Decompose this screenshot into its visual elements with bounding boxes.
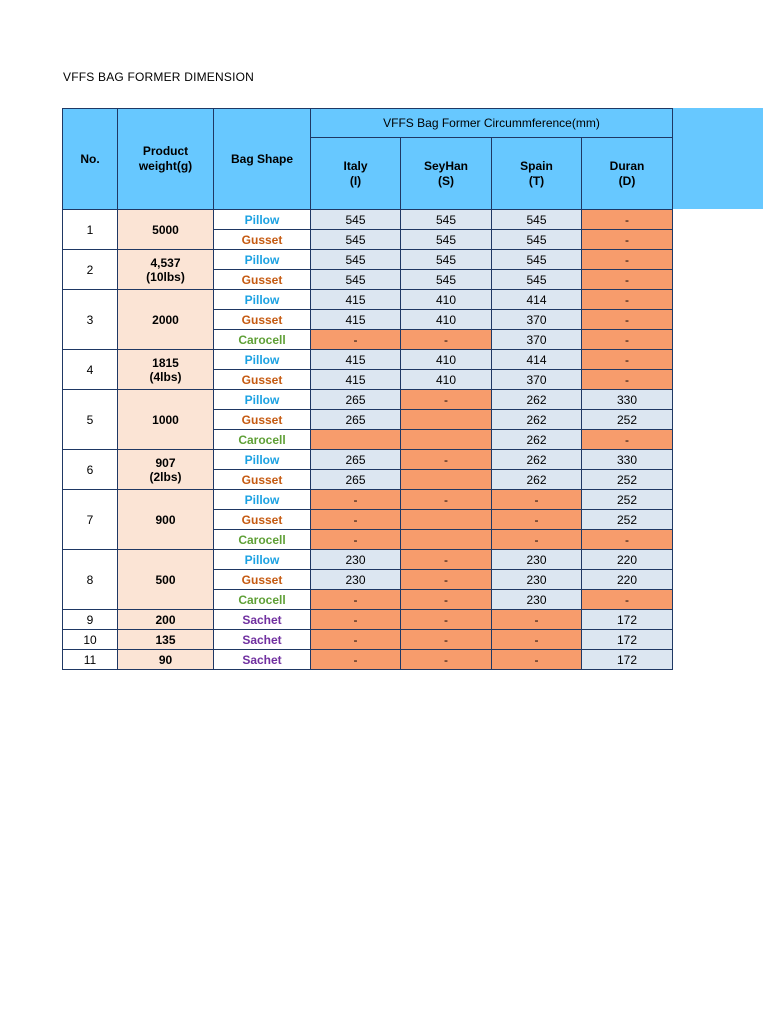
product-weight: 90 [118,650,214,670]
circumference-value: - [401,650,492,670]
table-header [63,109,673,210]
circumference-value: 415 [311,370,401,390]
circumference-value: 545 [492,270,582,290]
circumference-value: 252 [582,410,673,430]
circumference-value [401,470,492,490]
table-row [63,550,673,570]
table-body [63,210,673,670]
header-bag-shape: Bag Shape [214,109,311,210]
circumference-value: 415 [311,350,401,370]
bag-shape: Gusset [214,510,311,530]
header-circumference-group: VFFS Bag Former Circummference(mm) [311,109,673,138]
circumference-value: 330 [582,450,673,470]
table-row [63,650,673,670]
circumference-value: - [582,530,673,550]
circumference-value: 545 [311,250,401,270]
header-italy-code: (I) [349,173,362,188]
product-weight: 900 [118,490,214,550]
bag-shape: Pillow [214,350,311,370]
header-italy [311,138,401,210]
circumference-value: 410 [401,290,492,310]
bag-shape: Sachet [214,630,311,650]
circumference-value [401,430,492,450]
product-weight: 5000 [118,210,214,250]
row-number: 4 [63,350,118,390]
bag-shape: Pillow [214,250,311,270]
circumference-value: - [582,290,673,310]
circumference-value: - [492,610,582,630]
header-duran [582,138,673,210]
circumference-value: - [401,630,492,650]
circumference-value [401,510,492,530]
header-spain [492,138,582,210]
circumference-value: 370 [492,370,582,390]
row-number: 5 [63,390,118,450]
bag-shape: Sachet [214,650,311,670]
circumference-value [401,410,492,430]
bag-shape: Carocell [214,430,311,450]
circumference-value: 410 [401,370,492,390]
circumference-value: 265 [311,410,401,430]
circumference-value: 545 [492,210,582,230]
circumference-value: 230 [492,550,582,570]
circumference-value: 252 [582,490,673,510]
product-weight: 1000 [118,390,214,450]
circumference-value: 172 [582,630,673,650]
header-seyhan-code: (S) [438,173,454,188]
circumference-value: - [401,550,492,570]
bag-shape: Sachet [214,610,311,630]
circumference-value [401,530,492,550]
header-spain-name: Spain [520,158,553,173]
circumference-value: 230 [492,590,582,610]
row-number: 6 [63,450,118,490]
product-weight: 135 [118,630,214,650]
circumference-value: 415 [311,290,401,310]
circumference-value: - [582,590,673,610]
circumference-value: 265 [311,390,401,410]
table-row [63,210,673,230]
circumference-value: - [582,270,673,290]
circumference-value: - [401,570,492,590]
circumference-value: 172 [582,610,673,630]
product-weight: 500 [118,550,214,610]
circumference-value: 265 [311,450,401,470]
circumference-value: 262 [492,390,582,410]
header-duran-name: Duran [609,158,645,173]
circumference-value: 265 [311,470,401,490]
bag-shape: Carocell [214,530,311,550]
circumference-value: - [582,210,673,230]
circumference-value: - [582,330,673,350]
bag-former-table [62,108,673,670]
bag-shape: Gusset [214,410,311,430]
header-product-weight-label: Product weight(g) [138,144,193,173]
circumference-value: 220 [582,570,673,590]
row-number: 7 [63,490,118,550]
circumference-value: 230 [311,570,401,590]
header-seyhan-name: SeyHan [423,158,469,173]
product-weight: 907 (2lbs) [118,450,214,490]
bag-shape: Carocell [214,330,311,350]
header-duran-code: (D) [618,173,636,188]
row-number: 10 [63,630,118,650]
table-row [63,290,673,310]
bag-shape: Gusset [214,230,311,250]
circumference-value: - [311,650,401,670]
row-number: 11 [63,650,118,670]
circumference-value: 415 [311,310,401,330]
circumference-value: 545 [401,230,492,250]
product-weight: 200 [118,610,214,630]
circumference-value: - [311,610,401,630]
circumference-value: 262 [492,430,582,450]
circumference-value: - [492,650,582,670]
circumference-value: 410 [401,310,492,330]
circumference-value: - [311,490,401,510]
circumference-value: - [311,510,401,530]
header-seyhan [401,138,492,210]
product-weight: 1815 (4lbs) [118,350,214,390]
circumference-value: - [582,430,673,450]
circumference-value: 220 [582,550,673,570]
header-no: No. [63,109,118,210]
circumference-value: - [582,350,673,370]
circumference-value: - [311,330,401,350]
circumference-value: 545 [492,230,582,250]
circumference-value: - [582,250,673,270]
circumference-value: 545 [401,270,492,290]
product-weight: 2000 [118,290,214,350]
circumference-value: 414 [492,290,582,310]
circumference-value: - [401,610,492,630]
circumference-value: - [492,490,582,510]
circumference-value: - [401,590,492,610]
circumference-value: 410 [401,350,492,370]
bag-shape: Gusset [214,310,311,330]
product-weight: 4,537 (10lbs) [118,250,214,290]
bag-shape: Carocell [214,590,311,610]
circumference-value: 545 [492,250,582,270]
circumference-value: 230 [492,570,582,590]
bag-shape: Pillow [214,450,311,470]
header-spain-code: (T) [528,173,545,188]
circumference-value [311,430,401,450]
bag-shape: Gusset [214,570,311,590]
bag-shape: Pillow [214,490,311,510]
circumference-value: 172 [582,650,673,670]
bag-shape: Gusset [214,270,311,290]
bag-shape: Pillow [214,390,311,410]
circumference-value: - [492,510,582,530]
circumference-value: 252 [582,470,673,490]
table-row [63,350,673,370]
circumference-value: 262 [492,450,582,470]
circumference-value: 262 [492,470,582,490]
circumference-value: - [311,530,401,550]
circumference-value: - [401,450,492,470]
circumference-value: 252 [582,510,673,530]
bag-shape: Pillow [214,210,311,230]
bag-shape: Gusset [214,470,311,490]
table-row [63,250,673,270]
circumference-value: 230 [311,550,401,570]
table-row [63,490,673,510]
circumference-value: 330 [582,390,673,410]
circumference-value: 545 [311,210,401,230]
circumference-value: 414 [492,350,582,370]
circumference-value: 370 [492,330,582,350]
row-number: 8 [63,550,118,610]
circumference-value: - [311,630,401,650]
bag-shape: Pillow [214,550,311,570]
circumference-value: - [311,590,401,610]
circumference-value: - [582,370,673,390]
table-row [63,610,673,630]
circumference-value: - [492,630,582,650]
table-row [63,390,673,410]
circumference-value: - [582,230,673,250]
circumference-value: 545 [311,230,401,250]
circumference-value: - [582,310,673,330]
row-number: 1 [63,210,118,250]
circumference-value: 545 [401,250,492,270]
circumference-value: - [401,330,492,350]
table-row [63,450,673,470]
circumference-value: 545 [401,210,492,230]
header-italy-name: Italy [343,158,368,173]
circumference-value: 545 [311,270,401,290]
circumference-value: - [401,490,492,510]
bag-shape: Pillow [214,290,311,310]
circumference-value: 262 [492,410,582,430]
header-product-weight [118,109,214,210]
circumference-value: - [492,530,582,550]
row-number: 2 [63,250,118,290]
circumference-value: - [401,390,492,410]
page-title: VFFS BAG FORMER DIMENSION [63,70,255,84]
row-number: 3 [63,290,118,350]
row-number: 9 [63,610,118,630]
circumference-value: 370 [492,310,582,330]
table-row [63,630,673,650]
bag-shape: Gusset [214,370,311,390]
